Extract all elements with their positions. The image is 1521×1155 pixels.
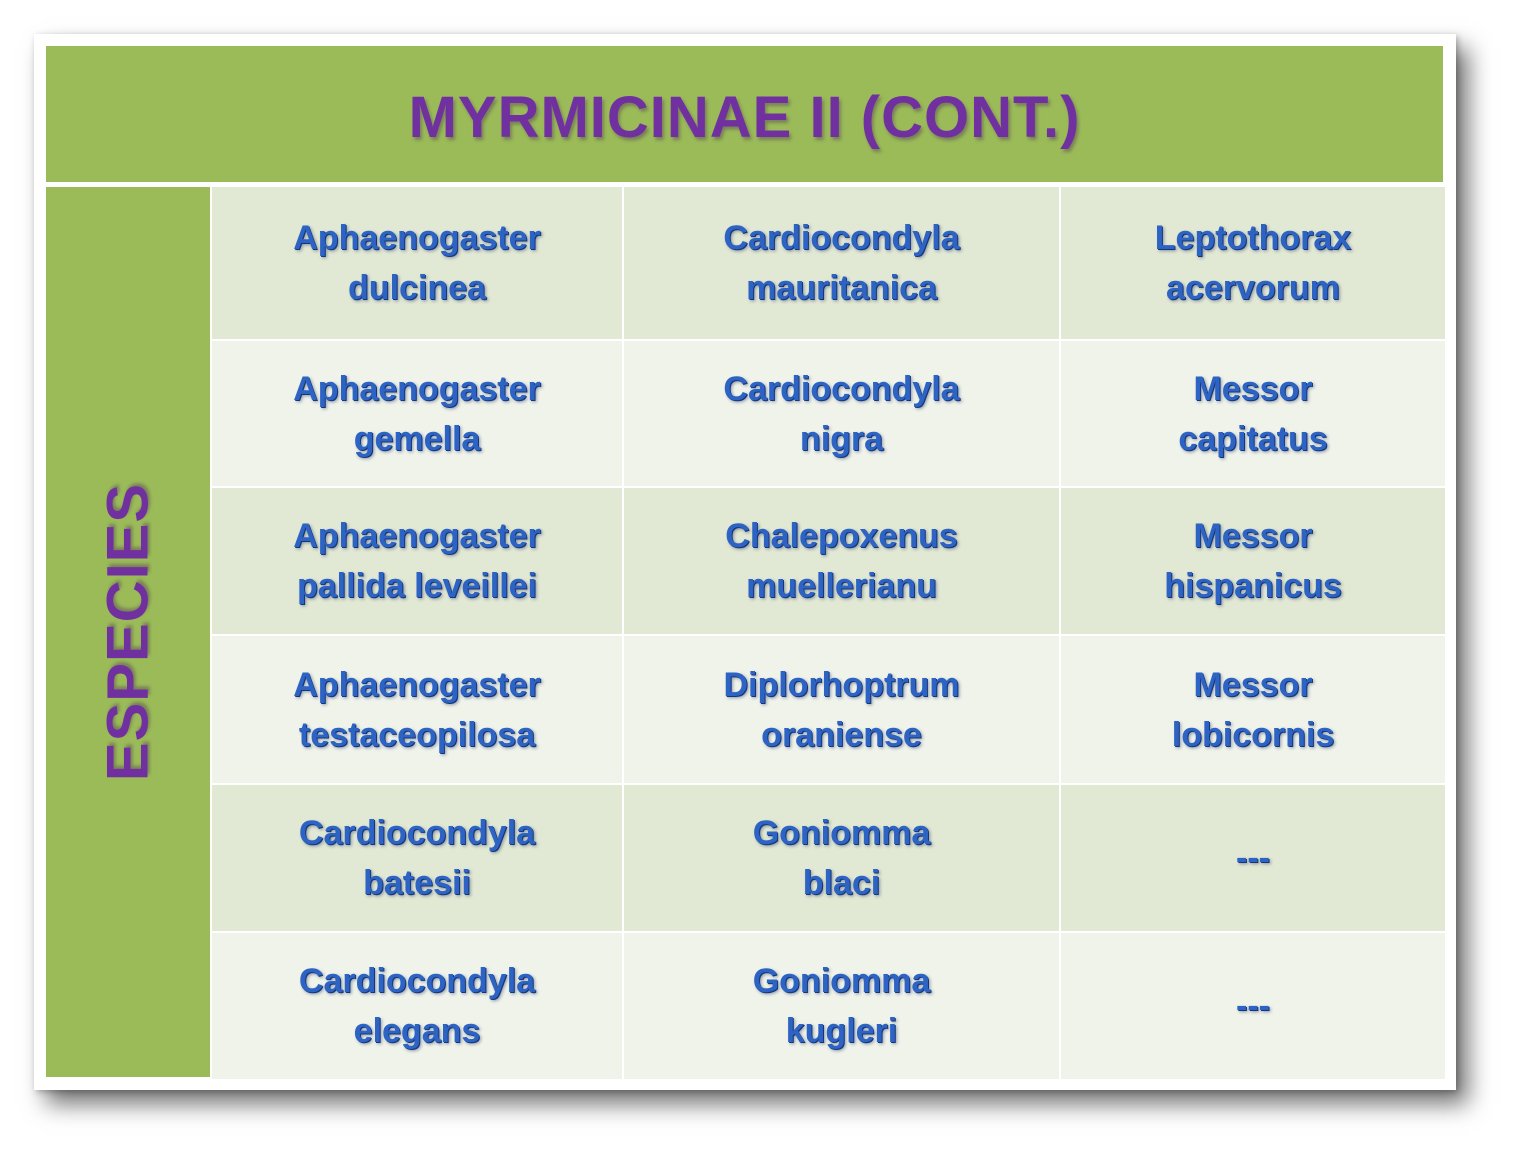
slide-title: MYRMICINAE II (CONT.) [408, 84, 1081, 150]
table-cell [212, 488, 622, 634]
cell-text: Messor hispanicus [1164, 517, 1342, 605]
table-cell [624, 933, 1059, 1079]
cell-text: Cardiocondyla batesii [298, 814, 536, 902]
side-label: ESPECIES [95, 482, 161, 782]
cell-text: --- [1236, 839, 1270, 877]
cell-text: Aphaenogaster dulcinea [293, 219, 541, 307]
table-cell [1061, 187, 1445, 339]
table-cell [1061, 341, 1445, 486]
table-cell [212, 933, 622, 1079]
species-table [212, 187, 1443, 1077]
table-cell [1061, 933, 1445, 1079]
side-bar [46, 187, 210, 1077]
cell-text: Goniomma blaci [752, 814, 931, 902]
title-bar [46, 46, 1443, 182]
table-cell [212, 341, 622, 486]
cell-text: Cardiocondyla elegans [298, 962, 536, 1050]
table-cell [1061, 785, 1445, 931]
cell-text: Aphaenogaster gemella [293, 369, 541, 458]
table-cell [624, 785, 1059, 931]
table-cell [212, 785, 622, 931]
cell-text: Messor capitatus [1178, 369, 1328, 458]
cell-text: Goniomma kugleri [752, 962, 931, 1050]
cell-text: Leptothorax acervorum [1154, 219, 1352, 307]
cell-text: Messor lobicornis [1171, 665, 1335, 754]
cell-text: Aphaenogaster pallida leveillei [293, 517, 541, 605]
table-cell [624, 187, 1059, 339]
table-cell [624, 341, 1059, 486]
table-cell [1061, 488, 1445, 634]
table-cell [212, 187, 622, 339]
table-cell [1061, 636, 1445, 783]
cell-text: Cardiocondyla mauritanica [723, 219, 960, 307]
cell-text: --- [1236, 987, 1270, 1025]
cell-text: Aphaenogaster testaceopilosa [293, 665, 541, 754]
cell-text: Cardiocondyla nigra [723, 369, 960, 458]
cell-text: Diplorhoptrum oraniense [723, 665, 960, 754]
cell-text: Chalepoxenus muellerianu [725, 517, 958, 605]
table-cell [212, 636, 622, 783]
table-cell [624, 488, 1059, 634]
slide [34, 34, 1456, 1090]
table-cell [624, 636, 1059, 783]
